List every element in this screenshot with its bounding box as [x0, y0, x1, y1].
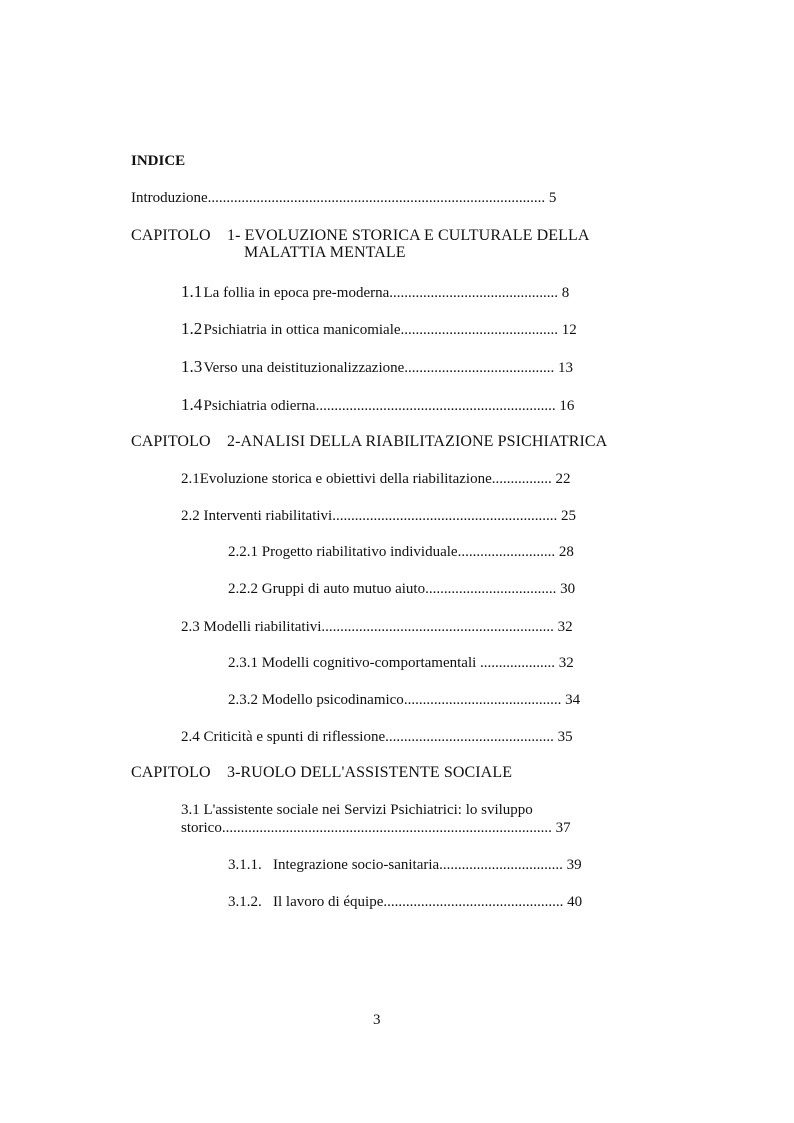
toc-page-number: 39 [566, 857, 582, 873]
toc-page-number: 32 [558, 655, 574, 671]
toc-dot-leader: ............................................. [389, 285, 559, 301]
toc-entry-text: Introduzione [131, 190, 208, 206]
toc-dot-leader: ........................................ [404, 360, 555, 376]
toc-page-number: 40 [567, 894, 583, 910]
toc-entry-3-1-2[interactable] [228, 893, 582, 911]
toc-entry-text: 2.3.2 Modello psicodinamico [228, 692, 404, 708]
toc-page-number: 12 [561, 322, 577, 338]
toc-entry-2-3-2[interactable] [228, 691, 580, 709]
chapter-2-title[interactable]: 2-ANALISI DELLA RIABILITAZIONE PSICHIATRICA [227, 433, 608, 450]
toc-dot-leader: .......................................... [400, 322, 559, 338]
chapter-1-title-line2[interactable]: MALATTIA MENTALE [244, 244, 406, 261]
toc-section-number: 1.3 [181, 357, 203, 376]
chapter-1-title-line1[interactable]: 1- EVOLUZIONE STORICA E CULTURALE DELLA [227, 227, 590, 244]
toc-entry-2-3-1[interactable] [228, 654, 574, 672]
toc-entry-2-1[interactable] [181, 470, 570, 488]
index-title: INDICE [131, 153, 186, 169]
toc-page-number: 8 [561, 285, 570, 301]
toc-page-number: 35 [557, 729, 573, 745]
toc-entry-text: Psichiatria odierna [203, 398, 316, 414]
toc-entry-text: Psichiatria in ottica manicomiale [203, 322, 401, 338]
toc-section-number: 1.1 [181, 282, 203, 301]
toc-dot-leader: .......................................... [403, 692, 562, 708]
toc-dot-leader: .............................................................. [321, 619, 554, 635]
toc-entry-3-1-1[interactable] [228, 856, 582, 874]
toc-entry-intro[interactable] [131, 189, 556, 207]
toc-section-number: 1.4 [181, 395, 203, 414]
toc-entry-text: Il lavoro di équipe [273, 894, 384, 910]
toc-entry-1-4[interactable] [181, 396, 574, 415]
toc-section-number: 1.2 [181, 319, 203, 338]
toc-page-number: 22 [555, 471, 571, 487]
chapter-3-label: CAPITOLO [131, 764, 211, 781]
toc-entry-2-3[interactable] [181, 618, 573, 636]
toc-dot-leader: ................................. [439, 857, 563, 873]
toc-entry-text: Integrazione socio-sanitaria [273, 857, 440, 873]
toc-dot-leader: ........................................................................................ [221, 820, 552, 836]
toc-entry-text: Verso una deistituzionalizzazione [203, 360, 405, 376]
toc-entry-text: 2.1Evoluzione storica e obiettivi della riabilitazione [181, 471, 492, 487]
toc-page-number: 34 [565, 692, 581, 708]
toc-page-number: 13 [558, 360, 574, 376]
toc-entry-text: 2.2.1 Progetto riabilitativo individuale [228, 544, 458, 560]
toc-page-number: 37 [555, 820, 571, 836]
toc-page-number: 30 [560, 581, 576, 597]
toc-entry-text: 2.4 Criticità e spunti di riflessione [181, 729, 386, 745]
toc-dot-leader: ................ [491, 471, 552, 487]
toc-entry-2-2[interactable] [181, 507, 576, 525]
toc-dot-leader: .................... [476, 655, 556, 671]
toc-entry-3-1-line1[interactable]: 3.1 L'assistente sociale nei Servizi Psichiatrici: lo sviluppo [181, 802, 533, 818]
toc-entry-1-3[interactable] [181, 358, 573, 377]
toc-entry-2-2-1[interactable] [228, 543, 574, 561]
toc-dot-leader: ............................................................ [332, 508, 558, 524]
toc-dot-leader: ................................... [425, 581, 557, 597]
toc-dot-leader: .......................... [457, 544, 556, 560]
toc-page-number: 32 [557, 619, 573, 635]
toc-entry-text: storico [181, 820, 222, 836]
toc-entry-text: 2.3 Modelli riabilitativi [181, 619, 322, 635]
chapter-1-label: CAPITOLO [131, 227, 211, 244]
toc-entry-1-2[interactable] [181, 320, 577, 339]
page-number: 3 [373, 1012, 381, 1028]
toc-page-number: 28 [558, 544, 574, 560]
toc-dot-leader: ............................................. [385, 729, 554, 745]
toc-page-number: 25 [560, 508, 576, 524]
toc-dot-leader: ................................................................ [315, 398, 556, 414]
toc-entry-text: 2.2.2 Gruppi di auto mutuo aiuto [228, 581, 426, 597]
toc-entry-text: La follia in epoca pre-moderna [203, 285, 390, 301]
toc-section-number: 3.1.1. [228, 857, 262, 873]
toc-page-number: 16 [559, 398, 575, 414]
toc-section-number: 3.1.2. [228, 894, 262, 910]
toc-entry-2-4[interactable] [181, 728, 573, 746]
toc-dot-leader: ................................................ [383, 894, 564, 910]
toc-entry-text: 2.2 Interventi riabilitativi [181, 508, 333, 524]
toc-entry-1-1[interactable] [181, 283, 569, 302]
toc-entry-2-2-2[interactable] [228, 580, 575, 598]
toc-page-number: 5 [548, 190, 557, 206]
chapter-3-title[interactable]: 3-RUOLO DELL'ASSISTENTE SOCIALE [227, 764, 513, 781]
toc-entry-3-1-line2[interactable] [181, 819, 571, 837]
toc-dot-leader: .......................................................................................... [207, 190, 546, 206]
toc-entry-text: 2.3.1 Modelli cognitivo-comportamentali [228, 655, 477, 671]
chapter-2-label: CAPITOLO [131, 433, 211, 450]
